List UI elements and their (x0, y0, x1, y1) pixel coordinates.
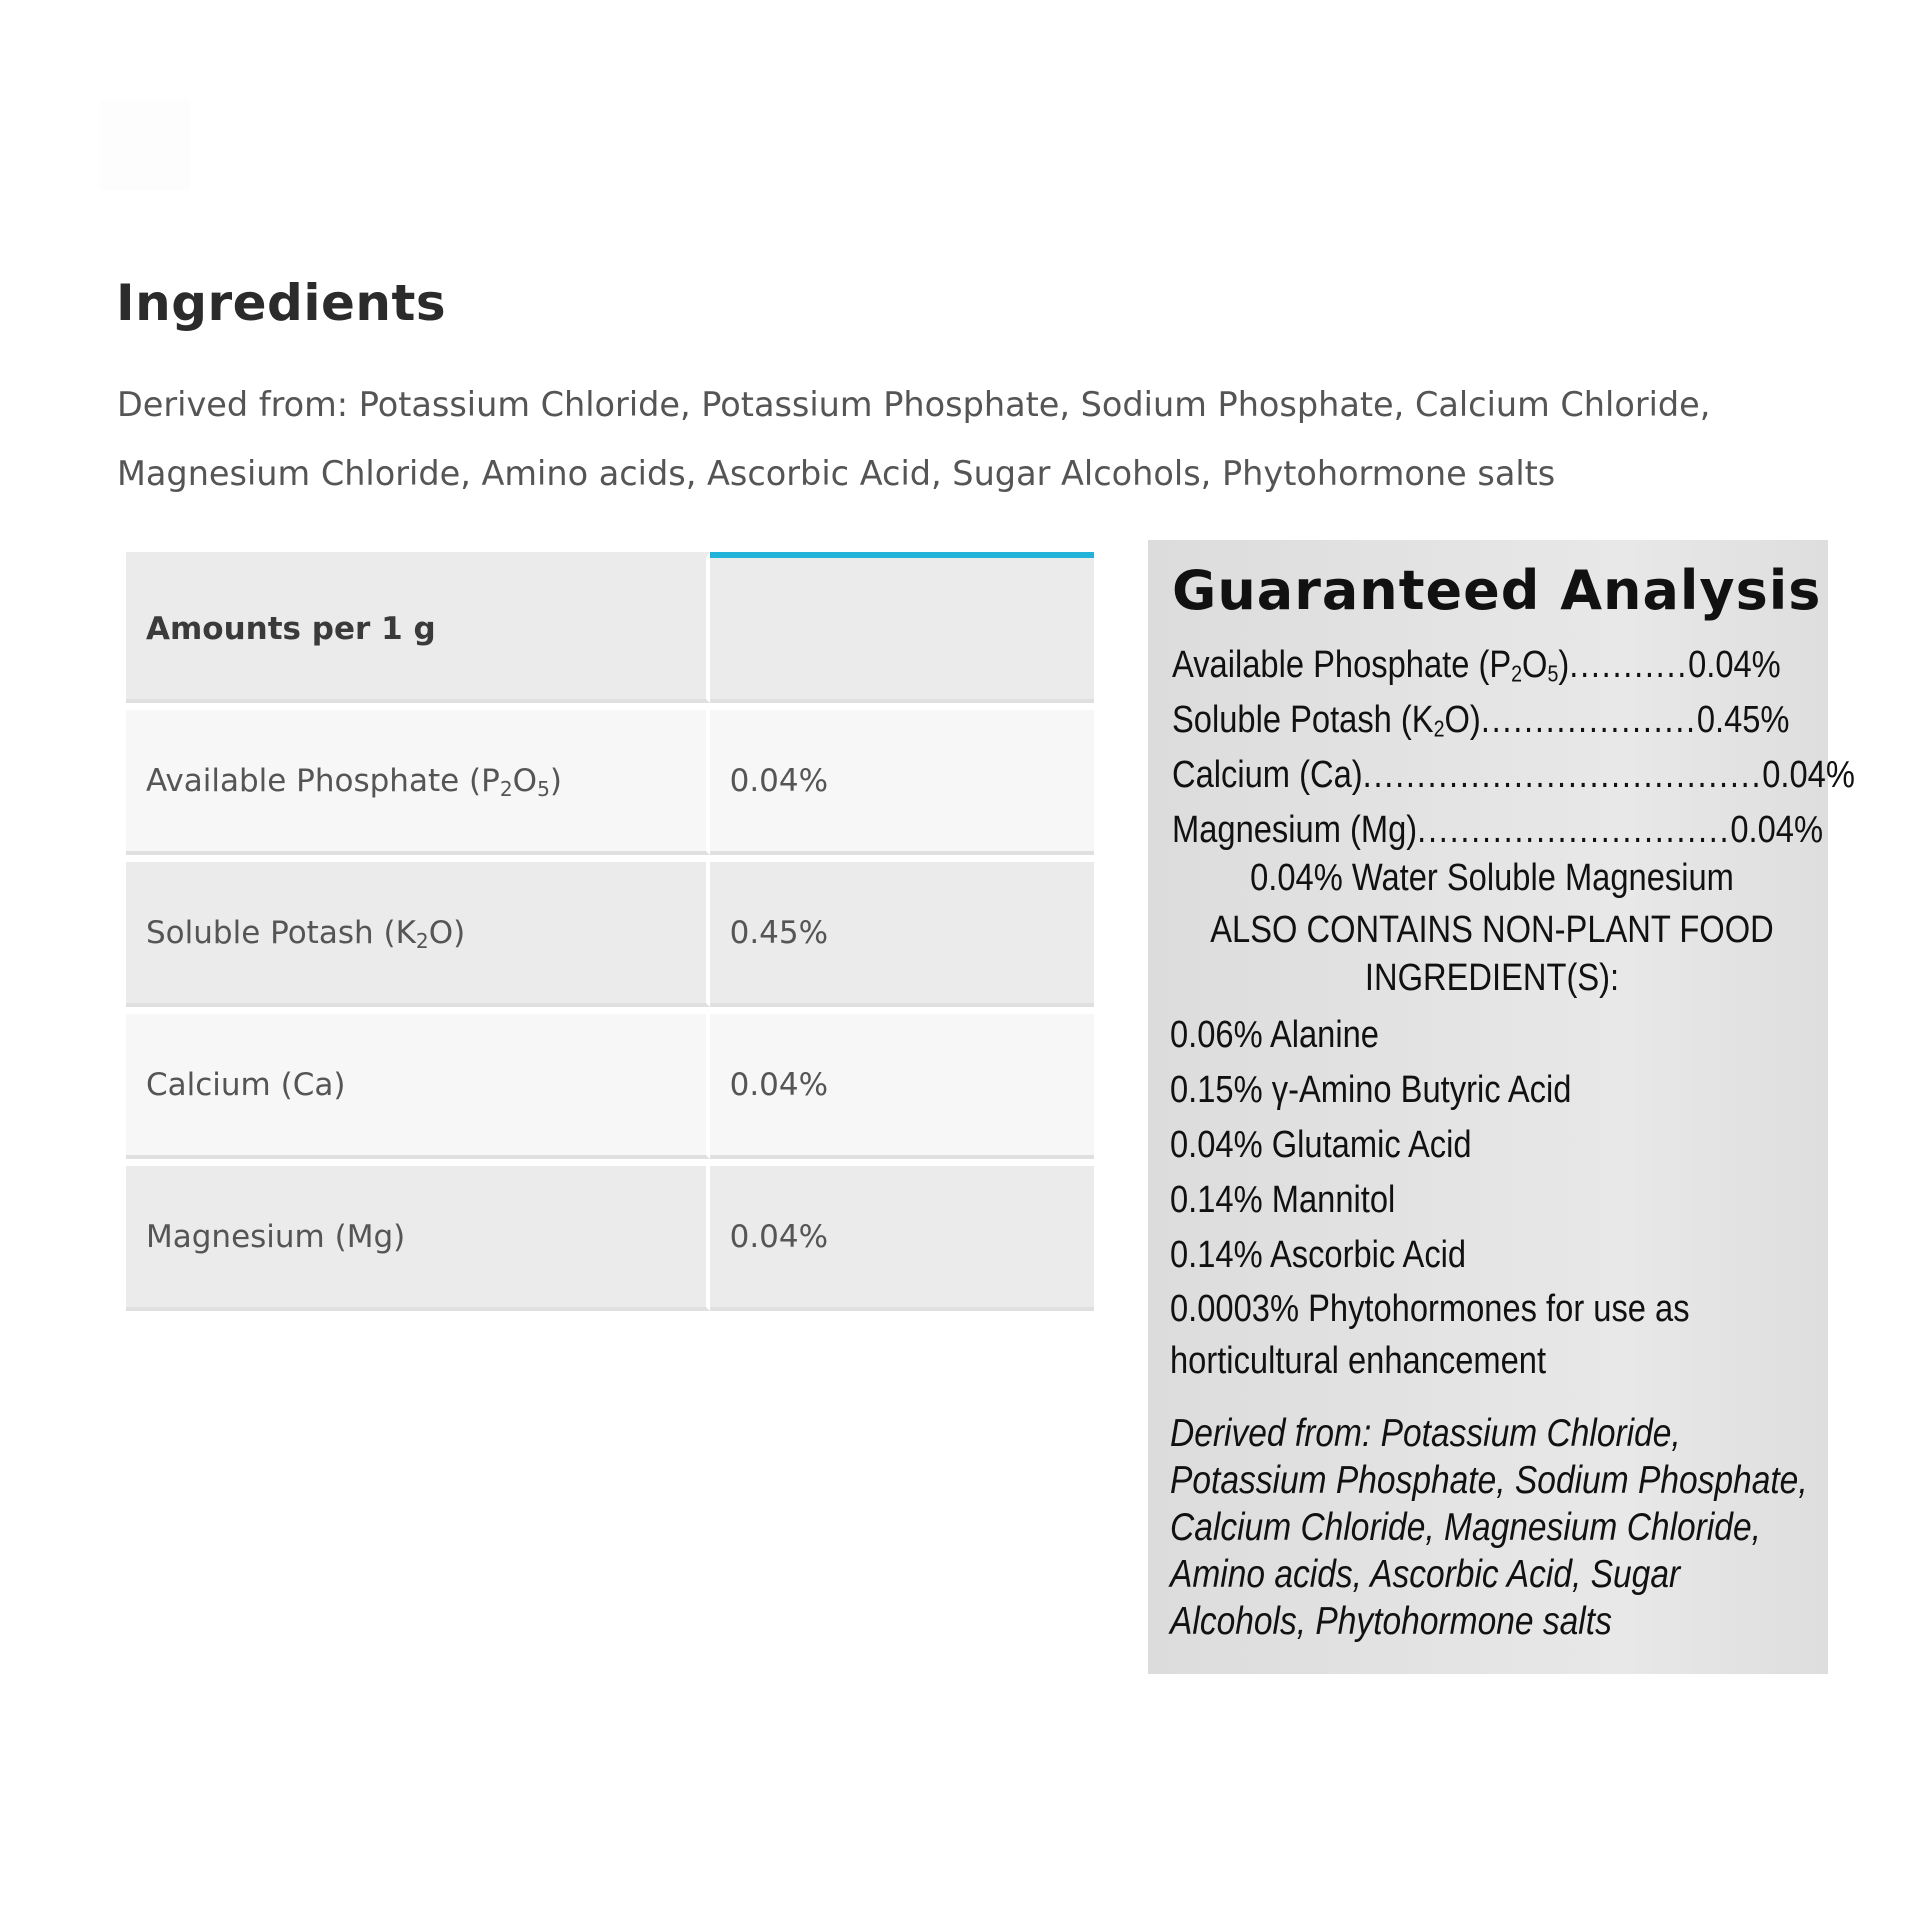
table-row (126, 703, 1094, 855)
nutrient-name: Magnesium (Mg) (126, 1159, 710, 1311)
list-item: 0.14% Ascorbic Acid (1170, 1234, 1467, 1276)
ingredients-heading: Ingredients (116, 274, 447, 332)
placeholder-square (100, 100, 190, 190)
analysis-row (1172, 803, 1824, 858)
list-item: 0.04% Glutamic Acid (1170, 1124, 1472, 1166)
nutrient-amounts-table (126, 552, 1094, 1311)
guaranteed-analysis-label-image (1148, 540, 1855, 1674)
table-row (126, 855, 1094, 1007)
analysis-name: Available Phosphate $(P_2O_5)$ (1172, 644, 1570, 687)
table-header-value (710, 552, 1094, 703)
guaranteed-analysis-title: Guaranteed Analysis (1172, 559, 1822, 622)
table-row (126, 1007, 1094, 1159)
non-plant-ingredients-list (1170, 1008, 1806, 1387)
list-item: 0.14% Mannitol (1170, 1179, 1396, 1221)
analysis-value: 0.45% (1696, 699, 1790, 741)
water-soluble-note: 0.04% Water Soluble Magnesium (1250, 857, 1734, 899)
table-header-label: Amounts per 1 g (126, 552, 710, 703)
nutrient-value: 0.45% (710, 855, 1094, 1007)
analysis-name: Soluble Potash $(K_2O)$ (1172, 699, 1481, 742)
also-contains-heading: ALSO CONTAINS NON-PLANT FOOD INGREDIENT(S): (1210, 909, 1774, 999)
nutrient-name: Available Phosphate $(P_2O_5)$ (126, 703, 710, 855)
analysis-row (1172, 693, 1790, 748)
ingredients-derived-from: Derived from: Potassium Chloride, Potassium Phosphate, Sodium Phosphate, Calcium Chloride, Magnesium Chloride, Amino acids, Ascorbic Acid, Sugar Alcohols, Phytohormone salts (117, 385, 1711, 493)
nutrient-name: Calcium (Ca) (126, 1007, 710, 1159)
analysis-value: 0.04% (1730, 809, 1824, 851)
list-item: 0.15% γ-Amino Butyric Acid (1170, 1069, 1572, 1111)
nutrient-name: Soluble Potash $(K_2O)$ (126, 855, 710, 1007)
analysis-row (1172, 748, 1855, 803)
analysis-row (1172, 638, 1781, 693)
nutrient-value: 0.04% (710, 703, 1094, 855)
dot-leader: .................... (1480, 699, 1697, 741)
list-item: 0.06% Alanine (1170, 1014, 1379, 1056)
table-row (126, 1159, 1094, 1311)
label-derived-from: Derived from: Potassium Chloride, Potassium Phosphate, Sodium Phosphate, Calcium Chloride, Magnesium Chloride, Amino acids, Ascorbic Acid, Sugar Alcohols, Phytohormone salts (1170, 1412, 1808, 1643)
table-header-row (126, 552, 1094, 703)
analysis-name: Calcium (Ca) (1172, 754, 1363, 796)
dot-leader: ..................................... (1362, 754, 1763, 796)
analysis-value: 0.04% (1762, 754, 1855, 796)
guaranteed-analysis-list (1172, 638, 1855, 858)
dot-leader: ............................. (1417, 809, 1731, 851)
nutrient-value: 0.04% (710, 1007, 1094, 1159)
analysis-name: Magnesium (Mg) (1172, 809, 1418, 851)
list-item: 0.0003% Phytohormones for use as horticultural enhancement (1170, 1288, 1690, 1382)
nutrient-value: 0.04% (710, 1159, 1094, 1311)
analysis-value: 0.04% (1688, 644, 1781, 686)
dot-leader: ........... (1569, 644, 1689, 686)
